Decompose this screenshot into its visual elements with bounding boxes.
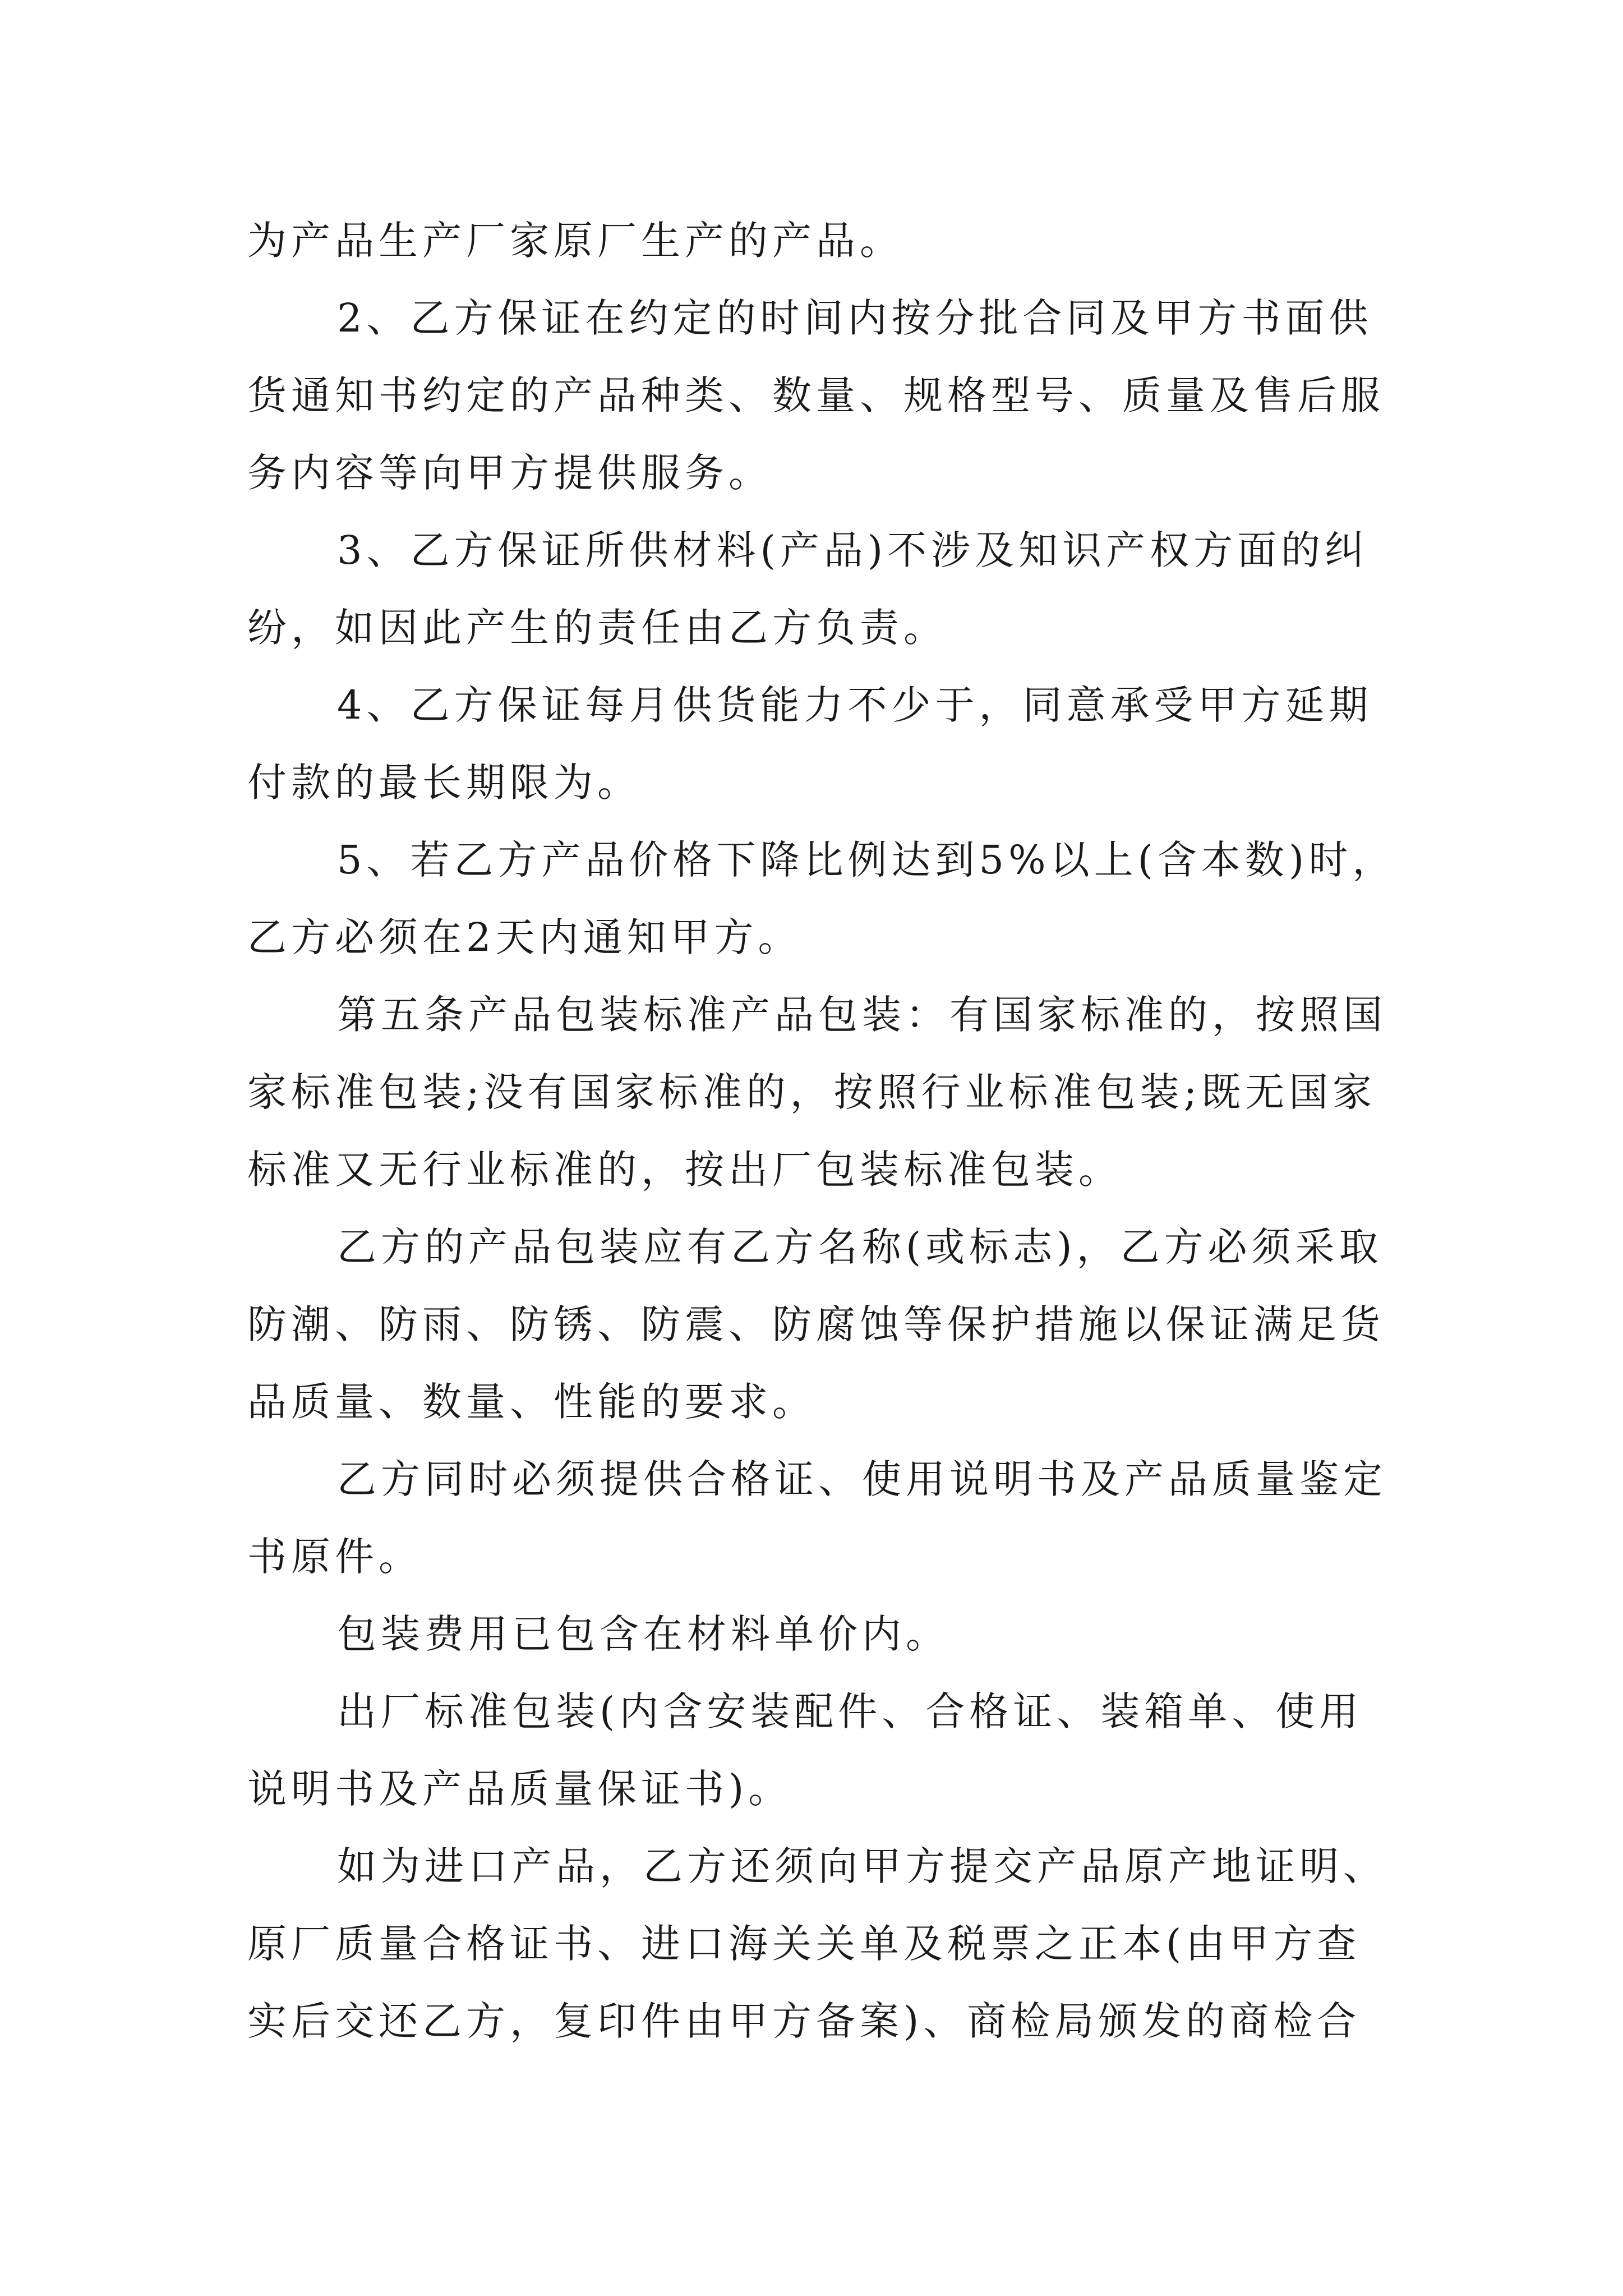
text-line: 2、乙方保证在约定的时间内按分批合同及甲方书面供: [337, 295, 1373, 341]
text-line: 品质量、数量、性能的要求。: [247, 1379, 816, 1425]
text-line: 乙方同时必须提供合格证、使用说明书及产品质量鉴定: [337, 1456, 1387, 1502]
text-line: 说明书及产品质量保证书)。: [247, 1766, 792, 1812]
text-line: 家标准包装;没有国家标准的，按照行业标准包装;既无国家: [247, 1069, 1377, 1115]
text-line: 包装费用已包含在材料单价内。: [337, 1611, 949, 1657]
text-line: 书原件。: [247, 1534, 422, 1580]
text-line: 实后交还乙方，复印件由甲方备案)、商检局颁发的商检合: [247, 1998, 1361, 2044]
text-line: 务内容等向甲方提供服务。: [247, 450, 772, 496]
text-line: 第五条产品包装标准产品包装：有国家标准的，按照国: [337, 992, 1387, 1038]
text-line: 乙方必须在2天内通知甲方。: [247, 914, 802, 960]
text-line: 付款的最长期限为。: [247, 760, 641, 806]
text-line: 货通知书约定的产品种类、数量、规格型号、质量及售后服: [247, 372, 1385, 418]
text-line: 乙方的产品包装应有乙方名称(或标志)，乙方必须采取: [337, 1224, 1383, 1270]
text-line: 防潮、防雨、防锈、防震、防腐蚀等保护措施以保证满足货: [247, 1301, 1385, 1347]
text-line: 4、乙方保证每月供货能力不少于，同意承受甲方延期: [337, 682, 1373, 728]
text-line: 如为进口产品，乙方还须向甲方提交产品原产地证明、: [337, 1843, 1387, 1889]
text-line: 3、乙方保证所供材料(产品)不涉及知识产权方面的纠: [337, 527, 1369, 573]
text-line: 为产品生产厂家原厂生产的产品。: [247, 218, 903, 264]
text-line: 出厂标准包装(内含安装配件、合格证、装箱单、使用: [337, 1688, 1363, 1734]
text-line: 纷，如因此产生的责任由乙方负责。: [247, 605, 947, 651]
document-body: [247, 202, 1403, 2060]
text-line: 标准又无行业标准的，按出厂包装标准包装。: [247, 1147, 1122, 1193]
text-line: 原厂质量合格证书、进口海关关单及税票之正本(由甲方查: [247, 1921, 1361, 1967]
text-line: 5、若乙方产品价格下降比例达到5%以上(含本数)时，: [337, 837, 1396, 883]
